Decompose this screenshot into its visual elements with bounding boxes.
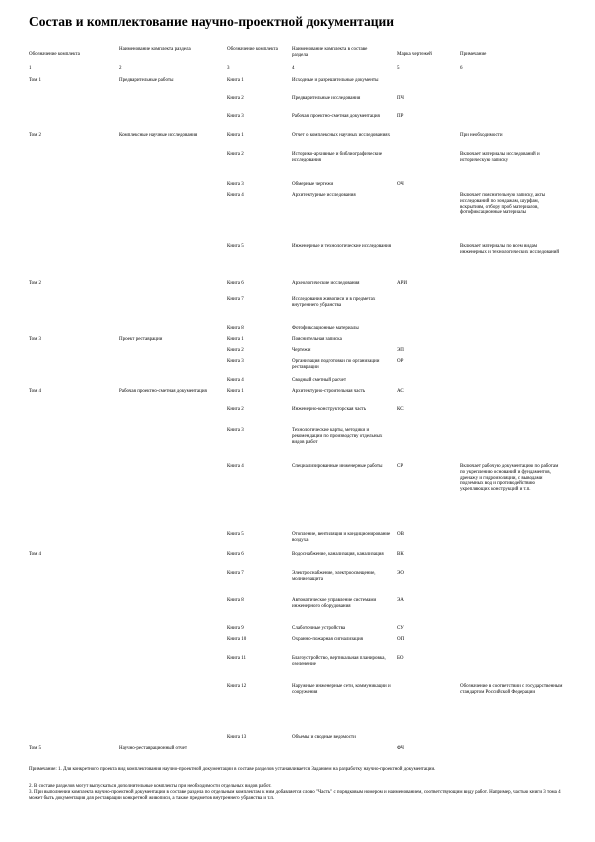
book-cell: Книга 2	[227, 407, 244, 412]
book-cell: Книга 3	[227, 428, 244, 433]
book-name-cell: Инженерные и технологические исследования	[292, 244, 392, 249]
mark-cell: ОВ	[397, 532, 404, 537]
mark-cell: ВК	[397, 552, 404, 557]
column-number: 5	[397, 66, 400, 71]
book-name-cell: Водоснабжение, канализация, канализация	[292, 552, 384, 557]
book-cell: Книга 2	[227, 96, 244, 101]
note-cell: Включает рабочую документацию по работам по укреплению оснований и фундаментов, дренажу и гидроизоляции, с выводами подземных вод и противодействию укрепляющих конструкций и т.п.	[460, 464, 559, 493]
note-line: 3. При выполнении комплекта научно-проектной документации в составе раздела по отдельным комплектам к ним добавляется слово "Часть" с порядковым номером и наименованием, соответствующим виду работ. Например, частью книги 3 тома 4 может быть документация для реставрации конкретной живописи, а также предметов внутреннего убранства и т.п.	[29, 790, 561, 801]
book-name-cell: Архитектурно-строительная часть	[292, 389, 366, 394]
column-header-book-designation: Обозначение комплекта	[227, 47, 278, 52]
column-header-drawing-mark: Марка чертежей	[397, 52, 432, 57]
book-name-cell: Организация подготовки по организации реставрации	[292, 359, 380, 370]
book-name-cell: Пояснительная записка	[292, 337, 342, 342]
column-header-book-name: Наименование комплекта в составе раздела	[292, 47, 368, 58]
volume-cell: Том 3	[29, 337, 41, 342]
book-name-cell: Историко-архивные и библиографические исследования	[292, 152, 383, 163]
book-name-cell: Технологические карты, методики и рекомендации по производству отдельных видов работ	[292, 428, 383, 445]
section-name-cell: Проект реставрации	[119, 337, 163, 342]
column-number: 2	[119, 66, 122, 71]
book-cell: Книга 11	[227, 656, 247, 661]
book-name-cell: Сводный сметный расчет	[292, 378, 347, 383]
book-cell: Книга 7	[227, 297, 244, 302]
book-name-cell: Специализированные инженерные работы	[292, 464, 383, 469]
book-cell: Книга 8	[227, 598, 244, 603]
column-number: 1	[29, 66, 32, 71]
book-cell: Книга 6	[227, 281, 244, 286]
column-number: 4	[292, 66, 295, 71]
book-name-cell: Инженерно-конструкторская часть	[292, 407, 367, 412]
mark-cell: СР	[397, 464, 404, 469]
mark-cell: ОП	[397, 637, 405, 642]
book-cell: Книга 5	[227, 532, 244, 537]
mark-cell: ОР	[397, 359, 404, 364]
column-header-note: Примечание	[460, 52, 487, 57]
mark-cell: ПЧ	[397, 96, 404, 101]
mark-cell: СУ	[397, 626, 404, 631]
volume-cell: Том 1	[29, 78, 41, 83]
column-number: 6	[460, 66, 463, 71]
book-cell: Книга 3	[227, 114, 244, 119]
book-name-cell: Отчет о комплексных научных исследованиях	[292, 133, 391, 138]
book-name-cell: Архитектурные исследования	[292, 193, 356, 198]
mark-cell: ОЧ	[397, 182, 404, 187]
mark-cell: КС	[397, 407, 404, 412]
book-cell: Книга 3	[227, 182, 244, 187]
book-cell: Книга 4	[227, 464, 244, 469]
book-name-cell: Слаботочные устройства	[292, 626, 346, 631]
book-cell: Книга 7	[227, 571, 244, 576]
book-cell: Книга 2	[227, 348, 244, 353]
column-header-section-name: Наименование комплекта раздела	[119, 47, 191, 52]
mark-cell: ПР	[397, 114, 404, 119]
note-cell: Включает материалы по всем видам инженерных и технологических исследований	[460, 244, 560, 255]
book-name-cell: Электроснабжение, электроосвещение, молниезащита	[292, 571, 376, 582]
book-name-cell: Чертежи	[292, 348, 311, 353]
book-name-cell: Автоматическое управление системами инженерного оборудования	[292, 598, 377, 609]
book-name-cell: Археологические исследования	[292, 281, 360, 286]
mark-cell: ЭО	[397, 571, 404, 576]
book-cell: Книга 4	[227, 378, 244, 383]
book-cell: Книга 12	[227, 684, 247, 689]
book-cell: Книга 1	[227, 78, 244, 83]
note-cell: Обозначение в соответствии с государственным стандартом Российской Федерации	[460, 684, 563, 695]
note-cell: Включает пояснительную записку, акты исследований по зондажам, шурфам, вскрытиям, отбору проб материалов, фотофиксационные материалы	[460, 193, 546, 216]
book-cell: Книга 1	[227, 389, 244, 394]
book-name-cell: Наружные инженерные сети, коммуникации и сооружения	[292, 684, 391, 695]
section-name-cell: Рабочая проектно-сметная документация	[119, 389, 207, 394]
volume-cell: Том 2	[29, 133, 41, 138]
page-title: Состав и комплектование научно-проектной документации	[29, 14, 395, 29]
book-cell: Книга 1	[227, 337, 244, 342]
volume-cell: Том 2	[29, 281, 41, 286]
book-name-cell: Исследования живописи и в предметах внутреннего убранства	[292, 297, 376, 308]
book-cell: Книга 8	[227, 326, 244, 331]
note-line: Примечание: 1. Для конкретного проекта вид комплектования научно-проектной документации в составе разделов устанавливается Заданием на разработку научно-проектной документации.	[29, 767, 436, 772]
note-cell: Включает материалы исследований и историческую записку	[460, 152, 540, 163]
book-name-cell: Охранно-пожарная сигнализация	[292, 637, 363, 642]
note-cell: При необходимости	[460, 133, 503, 138]
book-cell: Книга 5	[227, 244, 244, 249]
mark-cell: АРИ	[397, 281, 408, 286]
mark-cell: ЭП	[397, 348, 404, 353]
mark-cell: ФЧ	[397, 746, 404, 751]
mark-cell: ЭА	[397, 598, 404, 603]
book-name-cell: Объемы и сводные ведомости	[292, 735, 356, 740]
column-header-designation: Обозначение комплекта	[29, 52, 80, 57]
book-cell: Книга 9	[227, 626, 244, 631]
book-cell: Книга 6	[227, 552, 244, 557]
book-name-cell: Рабочая проектно-сметная документация	[292, 114, 380, 119]
book-name-cell: Исходные и разрешительные документы	[292, 78, 379, 83]
book-cell: Книга 3	[227, 359, 244, 364]
book-name-cell: Отопление, вентиляция и кондиционирование воздуха	[292, 532, 391, 543]
book-name-cell: Предварительные исследования	[292, 96, 361, 101]
book-name-cell: Благоустройство, вертикальная планировка, озеленение	[292, 656, 386, 667]
book-cell: Книга 1	[227, 133, 244, 138]
volume-cell: Том 4	[29, 552, 41, 557]
section-name-cell: Научно-реставрационный отчет	[119, 746, 188, 751]
mark-cell: БО	[397, 656, 404, 661]
volume-cell: Том 5	[29, 746, 41, 751]
book-name-cell: Обмерные чертежи	[292, 182, 334, 187]
mark-cell: АС	[397, 389, 404, 394]
book-cell: Книга 4	[227, 193, 244, 198]
section-name-cell: Предварительные работы	[119, 78, 174, 83]
book-cell: Книга 2	[227, 152, 244, 157]
book-cell: Книга 13	[227, 735, 247, 740]
volume-cell: Том 4	[29, 389, 41, 394]
section-name-cell: Комплексные научные исследования	[119, 133, 198, 138]
book-cell: Книга 10	[227, 637, 247, 642]
column-number: 3	[227, 66, 230, 71]
note-line: 2. В составе разделов могут выпускаться дополнительные комплекты при необходимости отдельных видов работ.	[29, 784, 272, 789]
book-name-cell: Фотофиксационные материалы	[292, 326, 359, 331]
